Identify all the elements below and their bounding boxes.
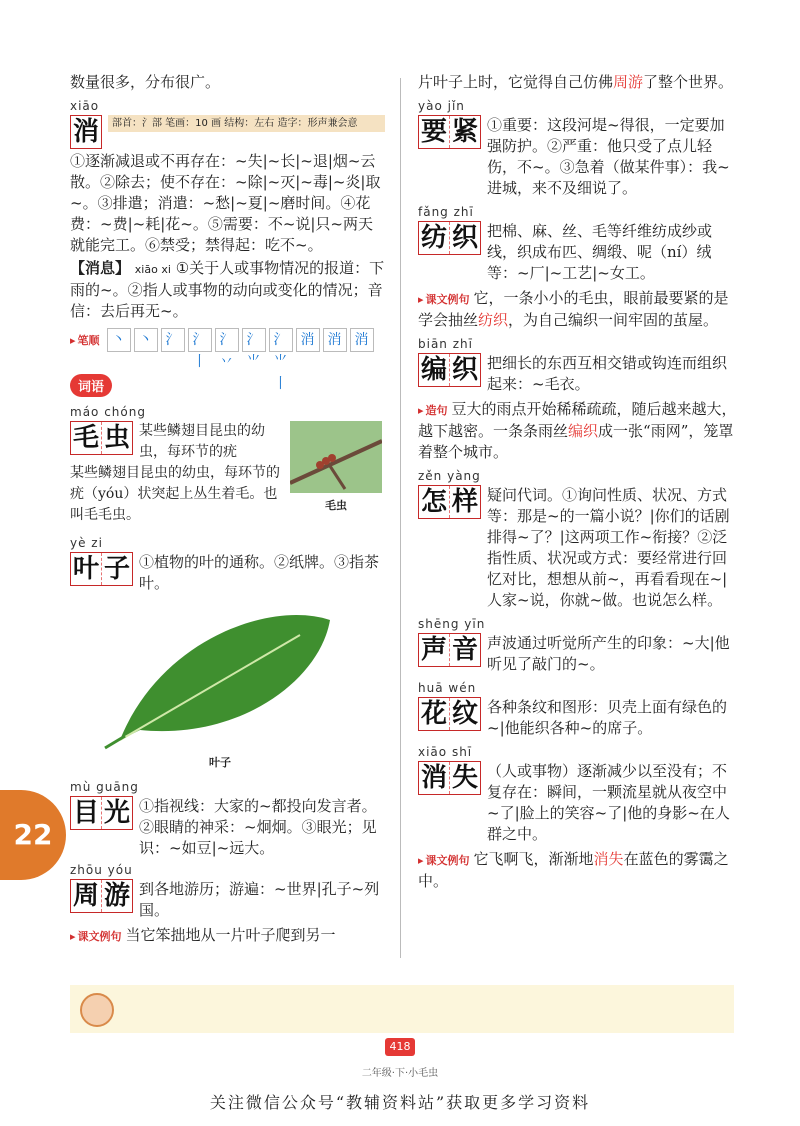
footer-watermark: 关注微信公众号“教辅资料站”获取更多学习资料 [209, 1093, 591, 1112]
pinyin: yào jǐn [418, 99, 465, 113]
stroke-cell: 氵丨 [188, 328, 212, 352]
example [418, 399, 738, 463]
note-box [70, 985, 734, 1033]
highlight: 消失 [593, 850, 624, 868]
entry-xiaoshi [418, 745, 738, 892]
section-title-ciyu: 词语 [70, 374, 112, 397]
word-box [418, 353, 481, 387]
entry-huawen [418, 681, 738, 739]
page-number: 418 [385, 1038, 415, 1056]
pinyin: xiāo shī [418, 745, 473, 759]
xiaoxi-entry [70, 258, 385, 322]
example-label: ▸ 课文例句 [418, 289, 470, 310]
left-column [70, 72, 385, 947]
stroke-cell: 氵丷 [215, 328, 239, 352]
text: 它飞啊飞，渐渐地 [473, 850, 594, 868]
pinyin: shēng yīn [418, 617, 486, 631]
text: ，为自己编织一间牢固的茧屋。 [508, 311, 719, 329]
definition: 某些鳞翅目昆虫的幼虫，每环节的疣 [139, 423, 265, 460]
entry-zenyang [418, 469, 738, 611]
word-box [418, 697, 481, 731]
definition-full: 某些鳞翅目昆虫的幼虫，每环节的疣（yóu）状突起上丛生着毛。也叫毛毛虫。 [70, 465, 280, 523]
entry-zhouyou [70, 863, 385, 947]
entry-muguang [70, 780, 385, 859]
entry-shengyin [418, 617, 738, 675]
highlight: 纺织 [478, 311, 509, 329]
definition: ①指视线：大家的~都投向发言者。②眼睛的神采：~炯炯。③眼光；见识：~如豆|~远大。 [139, 797, 377, 857]
example-text: 当它笨拙地从一片叶子爬到另一 [125, 926, 336, 944]
char: 花 [420, 699, 447, 729]
caterpillar-image [290, 421, 382, 493]
text: 豆大的雨点开始稀稀疏疏，随后越来越大，越下越密。一条条雨丝 [418, 400, 737, 440]
char: 怎 [420, 487, 447, 517]
text: 片叶子上时，它觉得自己仿佛 [418, 73, 614, 91]
right-column [418, 72, 738, 892]
word-box [418, 761, 481, 795]
word-box [418, 485, 481, 519]
highlight: 周游 [613, 73, 644, 91]
char: 纹 [449, 698, 480, 730]
char: 失 [449, 762, 480, 794]
example-label: ▸ 课文例句 [418, 850, 470, 871]
image-caption: 毛虫 [325, 499, 347, 512]
char: 紧 [449, 116, 480, 148]
char: 消 [72, 117, 99, 147]
char: 光 [101, 797, 132, 829]
text: 了整个世界。 [643, 73, 734, 91]
char: 编 [420, 355, 447, 385]
char: 虫 [101, 422, 132, 454]
pinyin: yè zi [70, 536, 103, 550]
image-caption: 叶子 [209, 756, 231, 769]
char-box [70, 115, 102, 149]
leaf-image [100, 600, 340, 750]
char: 游 [101, 880, 132, 912]
column-divider [400, 78, 401, 958]
pinyin: fǎng zhī [418, 205, 474, 219]
pinyin: zěn yàng [418, 469, 481, 483]
stroke-cell: 消 [296, 328, 320, 352]
definition: 到各地游历；游遍：~世界|孔子~列国。 [139, 880, 380, 919]
footer-subtitle: 二年级·下·小毛虫 [361, 1068, 439, 1079]
avatar [80, 993, 114, 1027]
word-box [418, 115, 481, 149]
char: 声 [420, 635, 447, 665]
stroke-cell: 丶 [107, 328, 131, 352]
definition: 把棉、麻、丝、毛等纤维纺成纱或线，织成布匹、绸缎、呢（ní）绒等：~厂|~工艺|~女工。 [487, 222, 713, 282]
xiaoxi-label: 【消息】 [70, 259, 131, 277]
definition: （人或事物）逐渐减少以至没有；不复存在：瞬间，一颗流星就从夜空中~了|脸上的笑容~了|他的身影~在人群之中。 [487, 762, 730, 843]
stroke-cell: 消 [323, 328, 347, 352]
definition: 声波通过听觉所产生的印象：~大|他听见了敲门的~。 [487, 634, 730, 673]
definition: ①逐渐减退或不再存在：~失|~长|~退|烟~云散。②除去；使不存在：~除|~灭|~毒|~炎|取~。③排遣；消遣：~愁|~夏|~磨时间。④花费：~费|~耗|花~。⑤需要：不~说|只~两天就能完工。⑥禁受；禁得起：吃不~。 [70, 152, 381, 254]
definition: 把细长的东西互相交错或钩连而组织起来：~毛衣。 [487, 354, 728, 393]
example-label: ▸ 造句 [418, 400, 448, 421]
char: 样 [449, 486, 480, 518]
entry-yezi [70, 536, 385, 770]
xiaoxi-pinyin: xiāo xi [134, 263, 171, 276]
char: 消 [420, 763, 447, 793]
unit-badge: 22 [0, 790, 66, 880]
pinyin: biān zhī [418, 337, 473, 351]
stroke-cell: 氵 [161, 328, 185, 352]
definition: 各种条纹和图形：贝壳上面有绿色的~|他能织各种~的席子。 [487, 698, 728, 737]
example [70, 925, 385, 947]
char: 音 [449, 634, 480, 666]
entry-yaojin [418, 99, 738, 199]
example [418, 288, 738, 331]
definition: ①植物的叶的通称。②纸牌。③指茶叶。 [139, 553, 380, 592]
example-label: ▸ 课文例句 [70, 926, 122, 947]
word-box [70, 879, 133, 913]
stroke-cell: 丶 [134, 328, 158, 352]
pinyin: zhōu yóu [70, 863, 133, 877]
text: 它，一条小小的毛虫，眼前最要紧的是学会抽丝 [418, 289, 729, 329]
definition: ①重要：这段河堤~得很，一定要加强防护。②严重：他只受了点儿轻伤，不~。③急着（做某件事）：我~进城，来不及细说了。 [487, 116, 730, 197]
char: 织 [449, 222, 480, 254]
char: 纺 [420, 223, 447, 253]
word-box [70, 421, 133, 455]
word-box [418, 221, 481, 255]
entry-maochong [70, 405, 385, 526]
xiaoxi-def: ①关于人或事物情况的报道：下雨的~。②指人或事物的动向或变化的情况；音信：去后再无~。 [70, 259, 385, 320]
word-box [418, 633, 481, 667]
stroke-label: ▸ 笔顺 [70, 332, 100, 348]
word-box [70, 796, 133, 830]
pinyin: máo chóng [70, 405, 146, 419]
pinyin: xiāo [70, 99, 100, 113]
char: 要 [420, 117, 447, 147]
pinyin: huā wén [418, 681, 477, 695]
char: 叶 [72, 554, 99, 584]
char: 子 [101, 553, 132, 585]
text: 在蓝色的雾霭之中。 [418, 850, 729, 890]
char: 目 [72, 798, 99, 828]
char: 毛 [72, 423, 99, 453]
stroke-cell: 氵⺌丨 [269, 328, 293, 352]
entry-bianzhi [418, 337, 738, 463]
char: 织 [449, 354, 480, 386]
definition: 疑问代词。①询问性质、状况、方式等：那是~的一篇小说？|你们的话剧排得~了？|这两项工作~衔接？②泛指性质、状况或方式：要经常进行回忆对比，想想从前~，再看看现在~|人家~说，你就~做。也说怎么样。 [487, 486, 730, 609]
continued-example [418, 72, 738, 93]
entry-fangzhi [418, 205, 738, 331]
char-meta: 部首：氵部 笔画：10 画 结构：左右 造字：形声兼会意 [108, 115, 385, 132]
text: 成一张“雨网”，笼罩着整个城市。 [418, 422, 734, 461]
stroke-cell: 消 [350, 328, 374, 352]
highlight: 编织 [568, 422, 599, 440]
word-box [70, 552, 133, 586]
intro-text: 数量很多，分布很广。 [70, 73, 221, 91]
pinyin: mù guāng [70, 780, 139, 794]
char: 周 [72, 881, 99, 911]
example [418, 849, 738, 892]
stroke-cell: 氵⺌ [242, 328, 266, 352]
